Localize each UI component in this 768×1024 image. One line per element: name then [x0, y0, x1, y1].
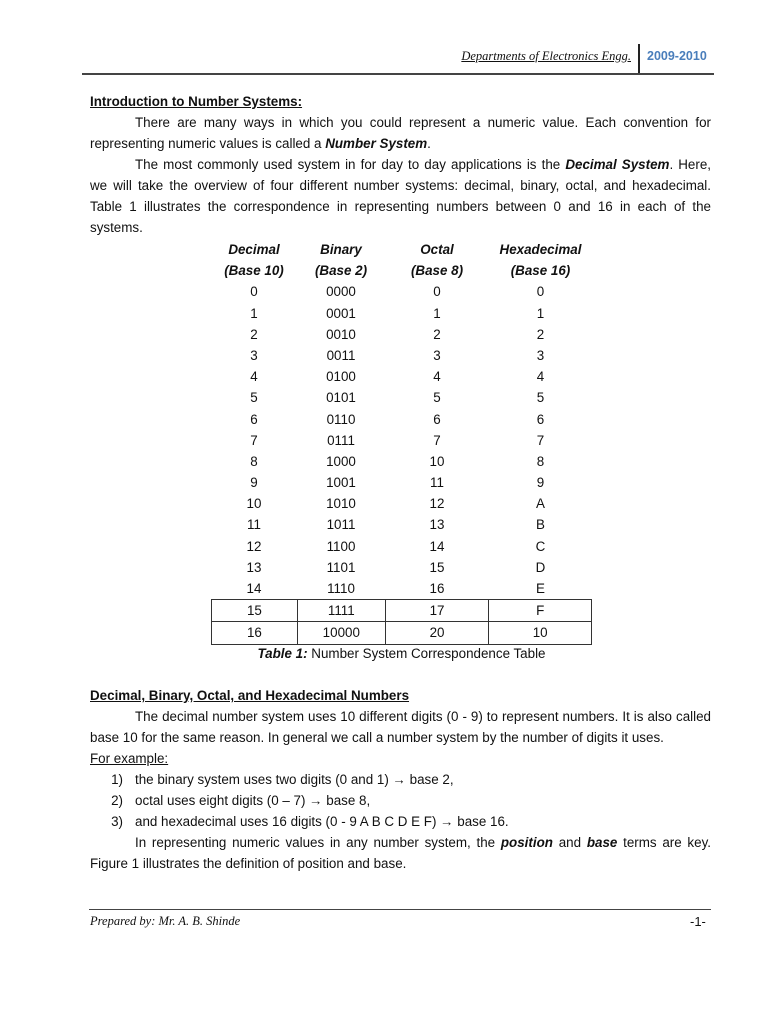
table-cell: 15: [429, 559, 445, 575]
table-row: [211, 387, 592, 408]
table-cell: C: [535, 538, 546, 554]
table-cell: 0: [536, 284, 545, 300]
table-cell: 10000: [298, 622, 386, 643]
table-cell: 17: [386, 600, 490, 621]
table-cell: 0: [250, 284, 258, 300]
list-item: 1) the binary system uses two digits (0 and 1) → base 2,: [111, 772, 454, 787]
table-cell: 0010: [326, 326, 356, 342]
table-cell: 9: [536, 475, 545, 491]
table-row: [211, 303, 592, 324]
table-cell: 16: [212, 622, 298, 643]
intro-section: [90, 91, 711, 238]
table-cell: 8: [536, 453, 545, 469]
table-cell: 9: [250, 475, 258, 491]
table-cell: 5: [250, 390, 258, 406]
table-row: [211, 536, 592, 557]
table-cell: 7: [250, 432, 258, 448]
table-cell: 13: [429, 517, 445, 533]
table-cell: 0101: [326, 390, 356, 406]
table-cell: 7: [433, 432, 441, 448]
table-row: [211, 621, 592, 644]
table-cell: 0000: [326, 284, 356, 300]
table-cell: 0100: [326, 369, 356, 385]
table-header-row: Decimal Binary Octal Hexadecimal: [228, 242, 582, 257]
table-cell: 1111: [298, 600, 386, 621]
table-cell: 16: [429, 581, 445, 596]
table-row: [211, 345, 592, 366]
table-row: [211, 281, 592, 302]
table-cell: 8: [250, 453, 258, 469]
table-cell: 20: [386, 622, 490, 643]
table-cell: 10: [246, 496, 262, 512]
table-cell: 2: [536, 326, 545, 342]
table-cell: 1101: [326, 559, 356, 575]
table-cell: 3: [250, 347, 258, 363]
table-cell: 1: [250, 305, 258, 321]
footer-prepared-by: Prepared by: Mr. A. B. Shinde: [90, 914, 241, 928]
example-label: For example:: [90, 751, 169, 766]
table-cell: 11: [247, 517, 261, 533]
table-cell: 14: [429, 538, 445, 554]
table-cell: 0: [433, 284, 441, 300]
table-cell: 0110: [326, 411, 356, 427]
table-cell: 0001: [326, 305, 356, 321]
table-body: [211, 281, 592, 644]
table-row: [211, 409, 592, 430]
section-2-paragraph-2: In representing numeric values in any number system, the position and base terms are key. Figure 1 illustrates the definition of position and base.: [90, 835, 711, 871]
list-item: 3) and hexadecimal uses 16 digits (0 - 9 A B C D E F) → base 16.: [111, 814, 509, 829]
section-2-paragraph-1: The decimal number system uses 10 different digits (0 - 9) to represent numbers. It is also called base 10 for the same reason. In general we call a number system by the number of digits it uses.: [90, 709, 711, 745]
table-cell: 1: [433, 305, 441, 321]
table-cell: 1110: [327, 581, 355, 596]
table-row: [211, 557, 592, 578]
intro-heading: Introduction to Number Systems:: [90, 94, 303, 109]
table-cell: 1: [536, 305, 545, 321]
table-cell: 4: [536, 369, 545, 385]
table-cell: 1010: [326, 496, 356, 512]
table-row: [211, 493, 592, 514]
table-cell: 4: [250, 369, 258, 385]
table-cell: E: [536, 581, 545, 596]
list-item: 2) octal uses eight digits (0 – 7) → base 8,: [111, 793, 371, 808]
table-cell: 1000: [326, 453, 356, 469]
table-cell: 6: [536, 411, 545, 427]
table-cell: 12: [429, 496, 445, 512]
table-cell: F: [536, 603, 545, 619]
intro-paragraph-1: There are many ways in which you could represent a numeric value. Each convention for representing numeric values is called a Number System.: [90, 115, 711, 151]
table-cell: 7: [536, 432, 545, 448]
table-cell: 6: [250, 411, 258, 427]
intro-paragraph-2: The most commonly used system in for day to day applications is the Decimal System. Here, we will take the overview of four different number systems: decimal, binary, octal, and hexadecimal. Table 1 illustrates the correspondence in representing numbers between 0 and 16 in each of the systems.: [90, 157, 712, 235]
table-caption: Table 1: Number System Correspondence Table: [257, 646, 546, 661]
page-number: -1-: [690, 914, 706, 929]
table-row: [211, 324, 592, 345]
table-cell: 1001: [326, 475, 356, 491]
table-cell: 0011: [326, 347, 356, 363]
table-cell: D: [535, 559, 546, 575]
table-row: [211, 430, 592, 451]
table-header-row: (Base 10) (Base 2) (Base 8) (Base 16): [224, 263, 571, 279]
table-cell: 13: [246, 559, 262, 575]
table-cell: 5: [536, 390, 545, 406]
table-cell: 4: [433, 369, 441, 385]
table-row: [211, 451, 592, 472]
footer-rule: [89, 909, 711, 910]
section-2-heading: Decimal, Binary, Octal, and Hexadecimal Numbers: [90, 688, 410, 703]
table-cell: 10: [532, 625, 548, 641]
header-year: 2009-2010: [647, 49, 707, 63]
table-cell: 1100: [326, 538, 356, 554]
table-cell: A: [536, 496, 545, 512]
table-row: [211, 366, 592, 387]
table-row: [211, 472, 592, 493]
table-cell: 6: [433, 411, 441, 427]
table-cell: 3: [433, 347, 441, 363]
header-department: Departments of Electronics Engg.: [461, 49, 631, 63]
table-cell: 10: [429, 453, 445, 469]
table-row: [211, 578, 592, 599]
table-cell: 2: [250, 326, 258, 342]
table-row: [211, 599, 592, 621]
table-cell: 11: [430, 475, 444, 491]
header-separator: [638, 44, 640, 74]
table-cell: 3: [536, 347, 545, 363]
table-cell: 15: [212, 600, 298, 621]
table-cell: 2: [433, 326, 441, 342]
table-cell: B: [536, 517, 545, 533]
section-2: [90, 685, 711, 874]
table-cell: 14: [246, 581, 262, 596]
table-cell: 12: [246, 538, 262, 554]
header-rule: [82, 73, 714, 75]
table-cell: 5: [433, 390, 441, 406]
table-row: [211, 514, 592, 535]
table-cell: 0111: [327, 432, 355, 448]
number-system-table: [211, 239, 592, 645]
table-cell: 1011: [326, 517, 356, 533]
